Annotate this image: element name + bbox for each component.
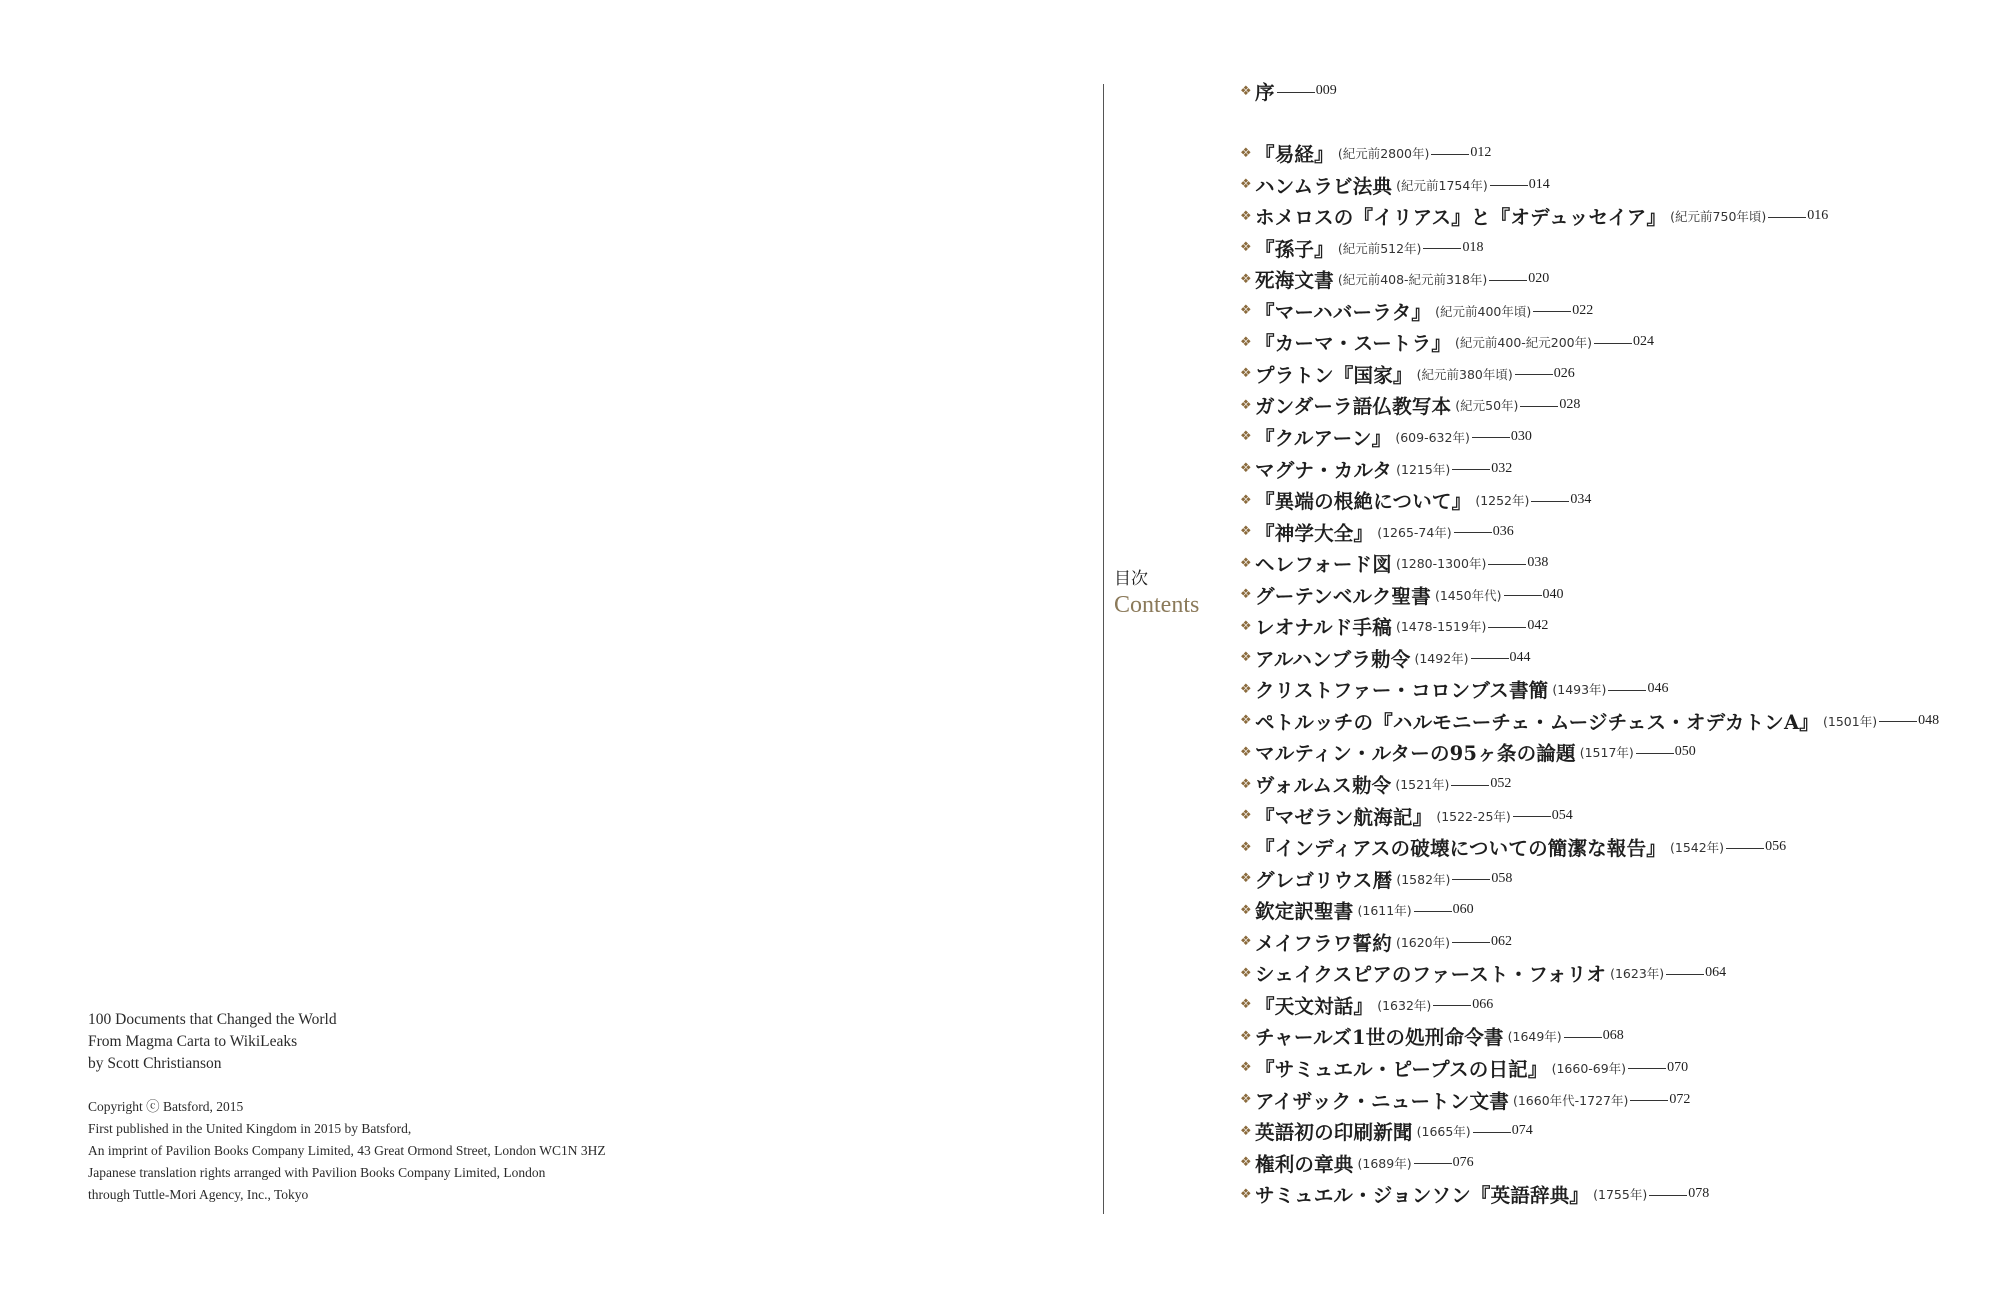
toc-entry[interactable] — [1240, 959, 1726, 987]
leader-line — [1414, 1163, 1452, 1164]
toc-entry-title: メイフラワ誓約 — [1255, 931, 1392, 955]
diamond-bullet-icon: ❖ — [1240, 965, 1252, 981]
diamond-bullet-icon: ❖ — [1240, 366, 1252, 382]
leader-line — [1649, 1195, 1687, 1196]
toc-entry-year: (紀元前380年頃) — [1416, 366, 1513, 382]
toc-entry-year: (紀元前750年頃) — [1670, 209, 1767, 225]
diamond-bullet-icon: ❖ — [1240, 871, 1252, 887]
diamond-bullet-icon: ❖ — [1240, 681, 1252, 697]
diamond-bullet-icon: ❖ — [1240, 1092, 1252, 1107]
leader-line — [1608, 690, 1646, 691]
toc-entry-year: (1611年) — [1357, 903, 1412, 919]
toc-entry-year: (紀元前2800年) — [1337, 146, 1430, 161]
toc-entry-title: アイザック・ニュートン文書 — [1255, 1089, 1509, 1113]
leader-line — [1594, 343, 1632, 344]
toc-entry-page: 072 — [1669, 1091, 1691, 1107]
diamond-bullet-icon: ❖ — [1240, 587, 1252, 603]
toc-entry[interactable] — [1240, 1117, 1533, 1145]
leader-line — [1452, 469, 1490, 470]
toc-entry-year: (1492年) — [1414, 650, 1469, 666]
diamond-bullet-icon: ❖ — [1240, 776, 1252, 792]
toc-entry-year: (1623年) — [1610, 966, 1665, 982]
toc-entry-title: マルティン・ルターの95ヶ条の論題 — [1255, 742, 1576, 766]
toc-entry[interactable] — [1240, 202, 1828, 230]
toc-entry-year: (1582年) — [1396, 871, 1451, 887]
leader-line — [1490, 185, 1528, 186]
toc-entry[interactable] — [1240, 1086, 1690, 1114]
toc-entry-year: (1478-1519年) — [1395, 619, 1487, 635]
toc-entry-page: 044 — [1509, 649, 1531, 665]
toc-entry-year: (1493年) — [1552, 682, 1607, 698]
toc-entry-title: シェイクスピアのファースト・フォリオ — [1255, 963, 1607, 987]
leader-line — [1515, 374, 1553, 375]
toc-entry[interactable] — [1240, 675, 1668, 703]
copyright-block — [88, 1096, 808, 1206]
toc-entry-page: 046 — [1647, 681, 1669, 697]
toc-entry-title: サミュエル・ジョンソン『英語辞典』 — [1255, 1184, 1590, 1208]
toc-entry-title: 『カーマ・スートラ』 — [1255, 332, 1452, 356]
toc-entry-page: 034 — [1570, 492, 1592, 508]
leader-line — [1628, 1068, 1666, 1069]
toc-entry-year: (1280-1300年) — [1395, 556, 1487, 572]
toc-entry[interactable] — [1240, 171, 1550, 199]
toc-entry-page: 050 — [1674, 744, 1696, 760]
toc-entry-title: 『クルアーン』 — [1255, 426, 1392, 450]
leader-line — [1513, 816, 1551, 817]
toc-entry-year: (1632年) — [1377, 997, 1432, 1013]
toc-entry-title: ガンダーラ語仏教写本 — [1255, 395, 1452, 419]
toc-entry-page: 042 — [1527, 618, 1549, 634]
toc-entry-page: 009 — [1315, 83, 1337, 98]
toc-entry-page: 018 — [1462, 239, 1484, 255]
toc-entry[interactable] — [1240, 770, 1511, 798]
toc-entry-page: 054 — [1551, 807, 1573, 823]
toc-entry[interactable] — [1240, 707, 1939, 735]
toc-entry-title: 『マゼラン航海記』 — [1255, 805, 1433, 829]
diamond-bullet-icon: ❖ — [1240, 1028, 1252, 1044]
leader-line — [1666, 974, 1704, 975]
toc-entry-title: 英語初の印刷新聞 — [1255, 1121, 1413, 1145]
toc-entry-page: 020 — [1528, 271, 1550, 287]
toc-entry-page: 022 — [1572, 302, 1594, 318]
table-of-contents — [1240, 0, 1990, 1292]
toc-entry-title: グーテンベルク聖書 — [1255, 584, 1431, 608]
leader-line — [1472, 437, 1510, 438]
toc-entry-year: (紀元50年) — [1455, 398, 1519, 414]
diamond-bullet-icon: ❖ — [1240, 1155, 1252, 1171]
toc-entry[interactable] — [1240, 518, 1514, 546]
toc-entry-title: 『インディアスの破壊についての簡潔な報告』 — [1255, 837, 1666, 861]
diamond-bullet-icon: ❖ — [1240, 650, 1252, 666]
toc-entry-page: 012 — [1470, 145, 1492, 160]
toc-entry-title: 『天文対話』 — [1255, 994, 1374, 1018]
toc-entry-year: (1517年) — [1579, 745, 1634, 761]
toc-entry-page: 028 — [1559, 397, 1581, 413]
leader-line — [1277, 92, 1315, 93]
toc-entry-title: 『易経』 — [1255, 143, 1334, 166]
toc-entry[interactable] — [1240, 391, 1580, 419]
leader-line — [1471, 658, 1509, 659]
toc-entry[interactable] — [1240, 549, 1548, 577]
book-credits — [88, 1009, 808, 1206]
book-subtitle-en: From Magma Carta to WikiLeaks — [88, 1033, 298, 1050]
toc-entry-page: 026 — [1553, 365, 1575, 381]
diamond-bullet-icon: ❖ — [1240, 492, 1252, 508]
diamond-bullet-icon: ❖ — [1240, 1060, 1252, 1076]
toc-entry-page: 056 — [1765, 839, 1787, 855]
toc-entry-year: (1620年) — [1395, 934, 1451, 950]
toc-entry-title: 『異端の根絶について』 — [1255, 490, 1472, 514]
toc-entry-year: (紀元前400年頃) — [1435, 303, 1532, 319]
diamond-bullet-icon: ❖ — [1240, 240, 1252, 256]
toc-entry-title: アルハンブラ勅令 — [1255, 647, 1411, 671]
toc-entry[interactable] — [1240, 328, 1654, 356]
diamond-bullet-icon: ❖ — [1240, 83, 1252, 99]
diamond-bullet-icon: ❖ — [1240, 555, 1252, 571]
diamond-bullet-icon: ❖ — [1240, 1123, 1252, 1139]
toc-entry-year: (1252年) — [1475, 493, 1530, 509]
toc-entry-year: (紀元前1754年) — [1396, 177, 1488, 193]
toc-entry[interactable] — [1240, 486, 1591, 514]
toc-entry-year: (1542年) — [1669, 840, 1725, 856]
leader-line — [1531, 501, 1569, 502]
toc-entry-title: チャールズ1世の処刑命令書 — [1255, 1026, 1504, 1050]
diamond-bullet-icon: ❖ — [1240, 618, 1252, 634]
toc-heading — [1114, 568, 1199, 620]
toc-entry-year: (1501年) — [1823, 713, 1878, 729]
copyright-line: Copyright ⓒ Batsford, 2015 — [88, 1099, 244, 1114]
toc-entry-title: ハンムラビ法典 — [1255, 174, 1393, 198]
toc-entry[interactable] — [1240, 77, 1337, 105]
diamond-bullet-icon: ❖ — [1240, 808, 1252, 824]
diamond-bullet-icon: ❖ — [1240, 177, 1252, 193]
toc-entry-page: 066 — [1472, 996, 1494, 1012]
toc-entry[interactable] — [1240, 265, 1549, 293]
toc-entry-title: プラトン『国家』 — [1255, 363, 1413, 387]
diamond-bullet-icon: ❖ — [1240, 997, 1252, 1013]
toc-entry[interactable] — [1240, 644, 1531, 672]
toc-entry-title: ヘレフォード図 — [1255, 553, 1392, 577]
toc-entry-year: (1660年代-1727年) — [1512, 1092, 1629, 1108]
leader-line — [1433, 1005, 1471, 1006]
toc-entry-title: 『マーハバーラタ』 — [1255, 300, 1432, 324]
leader-line — [1564, 1037, 1602, 1038]
copyright-line: First published in the United Kingdom in 2015 by Batsford, — [88, 1121, 412, 1136]
toc-entry-page: 060 — [1452, 902, 1474, 918]
diamond-bullet-icon: ❖ — [1240, 934, 1252, 950]
toc-entry-year: (紀元前400-紀元200年) — [1455, 335, 1593, 351]
toc-entry[interactable] — [1240, 455, 1512, 483]
diamond-bullet-icon: ❖ — [1240, 744, 1252, 760]
diamond-bullet-icon: ❖ — [1240, 429, 1252, 445]
toc-entry-title: 欽定訳聖書 — [1255, 900, 1354, 924]
toc-entry-year: (1755年) — [1593, 1187, 1648, 1203]
leader-line — [1452, 942, 1490, 943]
leader-line — [1488, 564, 1526, 565]
toc-entry-year: (609-632年) — [1395, 429, 1470, 445]
toc-entry-page: 062 — [1491, 933, 1513, 949]
toc-entry-year: (紀元前408-紀元前318年) — [1337, 272, 1488, 288]
toc-entry[interactable] — [1240, 896, 1474, 924]
diamond-bullet-icon: ❖ — [1240, 271, 1252, 287]
toc-entry-page: 064 — [1705, 965, 1727, 981]
diamond-bullet-icon: ❖ — [1240, 334, 1252, 350]
toc-entry[interactable] — [1240, 581, 1564, 609]
leader-line — [1454, 532, 1492, 533]
toc-entry-page: 058 — [1491, 870, 1513, 886]
toc-entry-title: 『孫子』 — [1255, 237, 1334, 261]
leader-line — [1423, 248, 1461, 249]
toc-entry-page: 074 — [1511, 1123, 1533, 1139]
leader-line — [1452, 879, 1490, 880]
leader-line — [1414, 911, 1452, 912]
toc-entry-page: 070 — [1667, 1059, 1689, 1075]
toc-entry[interactable] — [1240, 991, 1493, 1019]
toc-entry[interactable] — [1240, 360, 1575, 388]
copyright-line: Japanese translation rights arranged with Pavilion Books Company Limited, London — [88, 1165, 546, 1180]
toc-entry[interactable] — [1240, 1180, 1709, 1208]
diamond-bullet-icon: ❖ — [1240, 1186, 1252, 1202]
toc-entry-title: マグナ・カルタ — [1255, 458, 1393, 482]
leader-line — [1431, 154, 1469, 155]
toc-entry-page: 076 — [1452, 1154, 1474, 1170]
toc-entry[interactable] — [1240, 139, 1491, 167]
toc-entry-title: 序 — [1255, 81, 1275, 104]
toc-entry-page: 024 — [1633, 334, 1655, 350]
leader-line — [1533, 311, 1571, 312]
leader-line — [1488, 627, 1526, 628]
toc-entry-year: (1522-25年) — [1436, 808, 1511, 824]
diamond-bullet-icon: ❖ — [1240, 397, 1252, 413]
leader-line — [1768, 217, 1806, 218]
toc-entry-page: 048 — [1918, 712, 1940, 728]
toc-entry-page: 078 — [1688, 1186, 1710, 1202]
toc-entry-year: (1521年) — [1395, 777, 1450, 792]
toc-entry[interactable] — [1240, 1149, 1474, 1177]
toc-entry-page: 036 — [1492, 523, 1514, 539]
diamond-bullet-icon: ❖ — [1240, 839, 1252, 855]
toc-entry-page: 016 — [1807, 208, 1829, 224]
toc-entry[interactable] — [1240, 1022, 1624, 1050]
leader-line — [1504, 595, 1542, 596]
toc-entry-title: 権利の章典 — [1255, 1152, 1354, 1176]
toc-entry-year: (1265-74年) — [1377, 524, 1452, 540]
toc-entry[interactable] — [1240, 865, 1512, 893]
toc-entry-page: 038 — [1527, 555, 1549, 571]
diamond-bullet-icon: ❖ — [1240, 902, 1252, 918]
toc-entry[interactable] — [1240, 833, 1786, 861]
toc-entry[interactable] — [1240, 423, 1532, 451]
copyright-line: through Tuttle-Mori Agency, Inc., Tokyo — [88, 1187, 309, 1202]
leader-line — [1726, 848, 1764, 849]
leader-line — [1451, 785, 1489, 786]
toc-entry-year: (1649年) — [1507, 1029, 1562, 1045]
toc-entry-year: (1665年) — [1416, 1124, 1471, 1140]
toc-entry-page: 052 — [1490, 776, 1512, 791]
toc-entry-page: 030 — [1510, 428, 1532, 444]
toc-entry-year: (1689年) — [1357, 1155, 1412, 1171]
diamond-bullet-icon: ❖ — [1240, 303, 1252, 319]
toc-entry-page: 014 — [1528, 176, 1550, 192]
leader-line — [1879, 721, 1917, 722]
diamond-bullet-icon: ❖ — [1240, 713, 1252, 729]
toc-entry[interactable] — [1240, 1054, 1688, 1082]
diamond-bullet-icon: ❖ — [1240, 145, 1252, 161]
toc-entry[interactable] — [1240, 738, 1696, 766]
toc-entry-title: ヴォルムス勅令 — [1255, 774, 1392, 797]
toc-entry-year: (1450年代) — [1434, 587, 1502, 603]
toc-entry[interactable] — [1240, 802, 1573, 830]
diamond-bullet-icon: ❖ — [1240, 524, 1252, 540]
toc-entry[interactable] — [1240, 612, 1548, 640]
toc-entry[interactable] — [1240, 928, 1512, 956]
diamond-bullet-icon: ❖ — [1240, 461, 1252, 476]
copyright-line: An imprint of Pavilion Books Company Limited, 43 Great Ormond Street, London WC1N 3HZ — [88, 1143, 606, 1158]
book-author: by Scott Christianson — [88, 1055, 222, 1072]
leader-line — [1473, 1132, 1511, 1133]
toc-entry-title: グレゴリウス暦 — [1255, 868, 1393, 892]
diamond-bullet-icon: ❖ — [1240, 208, 1252, 224]
toc-entry-title: 『神学大全』 — [1255, 521, 1374, 545]
toc-entry-page: 040 — [1542, 586, 1564, 602]
book-title-en: 100 Documents that Changed the World — [88, 1011, 337, 1028]
toc-entry-title: ホメロスの『イリアス』と『オデュッセイア』 — [1255, 206, 1667, 230]
toc-entry-title: 『サミュエル・ピープスの日記』 — [1255, 1057, 1548, 1081]
toc-entry-page: 068 — [1602, 1028, 1624, 1044]
toc-entry[interactable] — [1240, 297, 1593, 325]
toc-entry-title: クリストファー・コロンブス書簡 — [1255, 679, 1549, 703]
toc-entry[interactable] — [1240, 234, 1483, 262]
toc-entry-year: (1660-69年) — [1551, 1060, 1627, 1076]
toc-heading-ja: 目次 — [1114, 569, 1148, 589]
toc-entry-year: (1215年) — [1396, 461, 1451, 477]
leader-line — [1630, 1100, 1668, 1101]
toc-entry-title: レオナルド手稿 — [1255, 616, 1392, 640]
toc-entry-year: (紀元前512年) — [1337, 240, 1422, 256]
leader-line — [1636, 753, 1674, 754]
toc-entry-page: 032 — [1491, 460, 1513, 476]
leader-line — [1520, 406, 1558, 407]
leader-line — [1489, 280, 1527, 281]
toc-heading-en: Contents — [1114, 592, 1200, 618]
toc-entry-title: 死海文書 — [1255, 269, 1334, 293]
vertical-divider — [1103, 84, 1104, 1214]
toc-entry-title: ペトルッチの『ハルモニーチェ・ムージチェス・オデカトンA』 — [1255, 710, 1820, 734]
